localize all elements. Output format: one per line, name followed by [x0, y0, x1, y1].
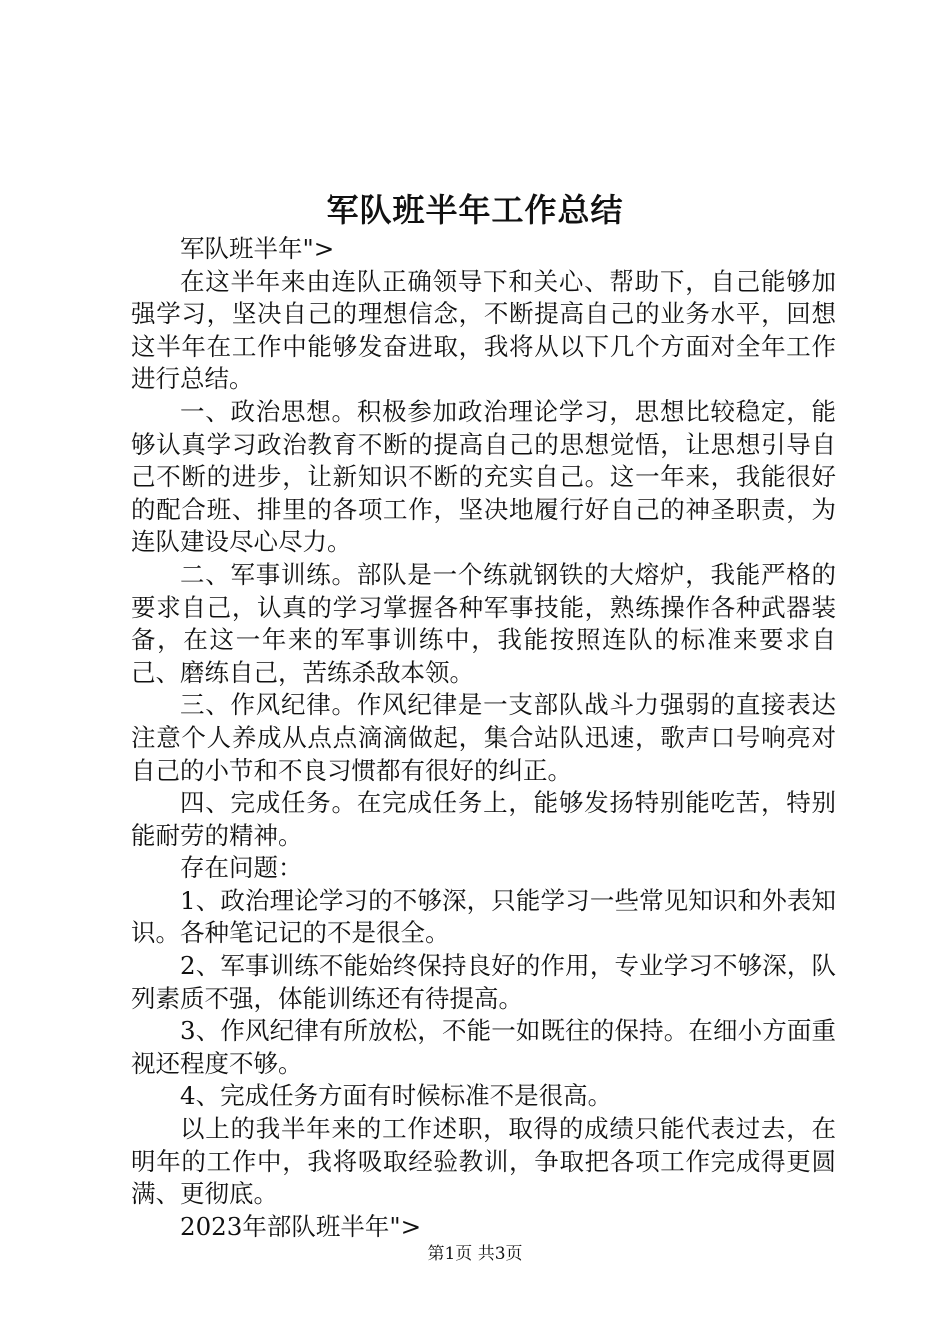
- paragraph-discipline: 三、作风纪律。作风纪律是一支部队战斗力强弱的直接表达注意个人养成从点点滴滴做起，集合站队迅速，歌声口号响亮对自己的小节和不良习惯都有很好的纠正。: [131, 690, 836, 785]
- paragraph-problem-4: 4、完成任务方面有时候标准不是很高。: [180, 1081, 613, 1111]
- paragraph-problem-2: 2、军事训练不能始终保持良好的作用，专业学习不够深，队列素质不强，体能训练还有待提高。: [131, 951, 836, 1013]
- paragraph-introduction: 在这半年来由连队正确领导下和关心、帮助下，自己能够加强学习，坚决自己的理想信念，不断提高自己的业务水平，回想这半年在工作中能够发奋进取，我将从以下几个方面对全年工作进行总结。: [131, 266, 836, 394]
- paragraph-military-training: 二、军事训练。部队是一个练就钢铁的大熔炉，我能严格的要求自己，认真的学习掌握各种军事技能，熟练操作各种武器装备，在这一年来的军事训练中，我能按照连队的标准来要求自己、磨练自己，苦练杀敌本领。: [131, 559, 836, 687]
- paragraph-political-thought: 一、政治思想。积极参加政治理论学习，思想比较稳定，能够认真学习政治教育不断的提高自己的思想觉悟，让思想引导自己不断的进步，让新知识不断的充实自己。这一年来，我能很好的配合班、排里的各项工作，坚决地履行好自己的神圣职责，为连队建设尽心尽力。: [131, 396, 836, 557]
- paragraph-intro-heading: 军队班半年">: [180, 234, 335, 263]
- paragraph-conclusion: 以上的我半年来的工作述职，取得的成绩只能代表过去，在明年的工作中，我将吸取经验教训，争取把各项工作完成得更圆满、更彻底。: [131, 1114, 836, 1209]
- paragraph-problem-3: 3、作风纪律有所放松，不能一如既往的保持。在细小方面重视还程度不够。: [131, 1016, 836, 1078]
- paragraph-problem-1: 1、政治理论学习的不够深，只能学习一些常见知识和外表知识。各种笔记记的不是很全。: [131, 885, 836, 948]
- document-body: [131, 233, 836, 1243]
- page-number-footer: 第1页 共3页: [427, 1244, 523, 1264]
- paragraph-tasks: 四、完成任务。在完成任务上，能够发扬特别能吃苦，特别能耐劳的精神。: [131, 788, 836, 850]
- document-title: 军队班半年工作总结: [326, 191, 624, 229]
- paragraph-problems-heading: 存在问题：: [180, 853, 303, 883]
- paragraph-closing-line: 2023年部队班半年">: [180, 1211, 422, 1241]
